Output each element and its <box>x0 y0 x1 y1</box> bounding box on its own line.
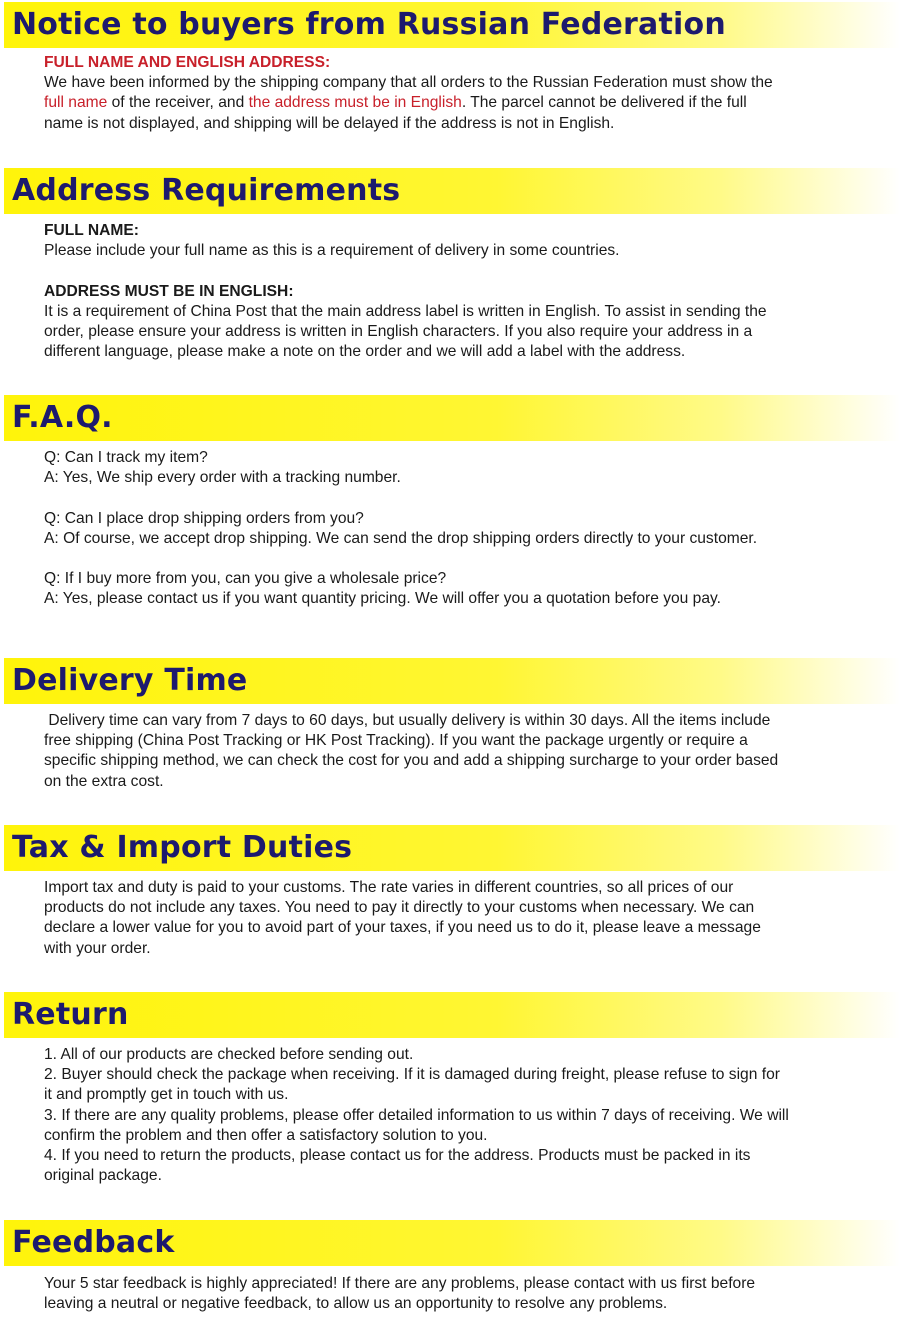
address-body <box>44 221 894 362</box>
faq-answer: A: Yes, please contact us if you want quantity pricing. We will offer you a quotation before you pay. <box>44 590 722 608</box>
return-body <box>44 1045 894 1186</box>
notice-subheading: FULL NAME AND ENGLISH ADDRESS: <box>44 54 331 71</box>
return-banner <box>4 992 900 1038</box>
return-line: it and promptly get in touch with us. <box>44 1086 289 1104</box>
delivery-line: Delivery time can vary from 7 days to 60 days, but usually delivery is within 30 days. All the items include <box>44 712 771 729</box>
notice-title: Notice to buyers from Russian Federation <box>12 7 726 42</box>
delivery-line: specific shipping method, we can check the cost for you and add a shipping surcharge to your order based <box>44 752 779 770</box>
notice-line-1: We have been informed by the shipping company that all orders to the Russian Federation must show the <box>44 74 773 92</box>
tax-line: with your order. <box>44 939 151 957</box>
feedback-line: Your 5 star feedback is highly appreciated! If there are any problems, please contact with us first before <box>44 1275 756 1292</box>
return-line: 1. All of our products are checked before sending out. <box>44 1046 414 1063</box>
return-line: 4. If you need to return the products, please contact us for the address. Products must be packed in its <box>44 1147 751 1165</box>
notice-text-3: . The parcel cannot be delivered if the full <box>461 94 747 112</box>
full-name-heading: FULL NAME: <box>44 222 139 239</box>
faq-banner <box>4 395 900 441</box>
faq-title: F.A.Q. <box>12 400 113 435</box>
tax-banner <box>4 825 900 871</box>
return-title: Return <box>12 997 129 1032</box>
feedback-banner <box>4 1220 900 1266</box>
return-line: confirm the problem and then offer a satisfactory solution to you. <box>44 1126 488 1144</box>
notice-line-3: name is not displayed, and shipping will be delayed if the address is not in English. <box>44 114 615 132</box>
address-title: Address Requirements <box>12 173 401 208</box>
faq-question: Q: Can I track my item? <box>44 449 208 466</box>
tax-line: declare a lower value for you to avoid part of your taxes, if you need us to do it, please leave a message <box>44 919 761 937</box>
notice-highlight-english: the address must be in English <box>248 94 462 112</box>
tax-line: products do not include any taxes. You need to pay it directly to your customs when necessary. We can <box>44 899 755 917</box>
notice-banner <box>4 2 900 48</box>
notice-text-2: of the receiver, and <box>107 94 249 112</box>
feedback-line: leaving a neutral or negative feedback, to allow us an opportunity to resolve any problems. <box>44 1295 668 1313</box>
return-line: 3. If there are any quality problems, please offer detailed information to us within 7 days of receiving. We will <box>44 1106 789 1124</box>
address-banner <box>4 168 900 214</box>
return-line: 2. Buyer should check the package when receiving. If it is damaged during freight, please refuse to sign for <box>44 1066 780 1084</box>
tax-title: Tax & Import Duties <box>12 830 353 865</box>
delivery-line: on the extra cost. <box>44 772 164 790</box>
delivery-body <box>44 711 894 792</box>
return-line: original package. <box>44 1167 162 1185</box>
full-name-text: Please include your full name as this is a requirement of delivery in some countries. <box>44 242 620 260</box>
faq-question: Q: Can I place drop shipping orders from you? <box>44 509 364 527</box>
notice-highlight-full-name: full name <box>44 94 108 112</box>
delivery-line: free shipping (China Post Tracking or HK Post Tracking). If you want the package urgently or require a <box>44 732 748 750</box>
english-address-line: It is a requirement of China Post that the main address label is written in English. To assist in sending the <box>44 302 767 320</box>
english-address-heading: ADDRESS MUST BE IN ENGLISH: <box>44 282 294 300</box>
delivery-banner <box>4 658 900 704</box>
tax-body <box>44 878 894 959</box>
faq-answer: A: Of course, we accept drop shipping. We can send the drop shipping orders directly to your customer. <box>44 529 758 547</box>
notice-line-2 <box>44 93 894 113</box>
feedback-title: Feedback <box>12 1225 175 1260</box>
notice-body <box>44 53 894 134</box>
faq-body <box>44 448 894 610</box>
faq-answer: A: Yes, We ship every order with a tracking number. <box>44 469 401 487</box>
faq-question: Q: If I buy more from you, can you give a wholesale price? <box>44 570 447 588</box>
english-address-line: different language, please make a note on the order and we will add a label with the address. <box>44 343 686 361</box>
english-address-line: order, please ensure your address is written in English characters. If you also require your address in a <box>44 323 753 340</box>
feedback-body <box>44 1274 894 1314</box>
delivery-title: Delivery Time <box>12 663 248 698</box>
tax-line: Import tax and duty is paid to your customs. The rate varies in different countries, so all prices of our <box>44 879 734 896</box>
